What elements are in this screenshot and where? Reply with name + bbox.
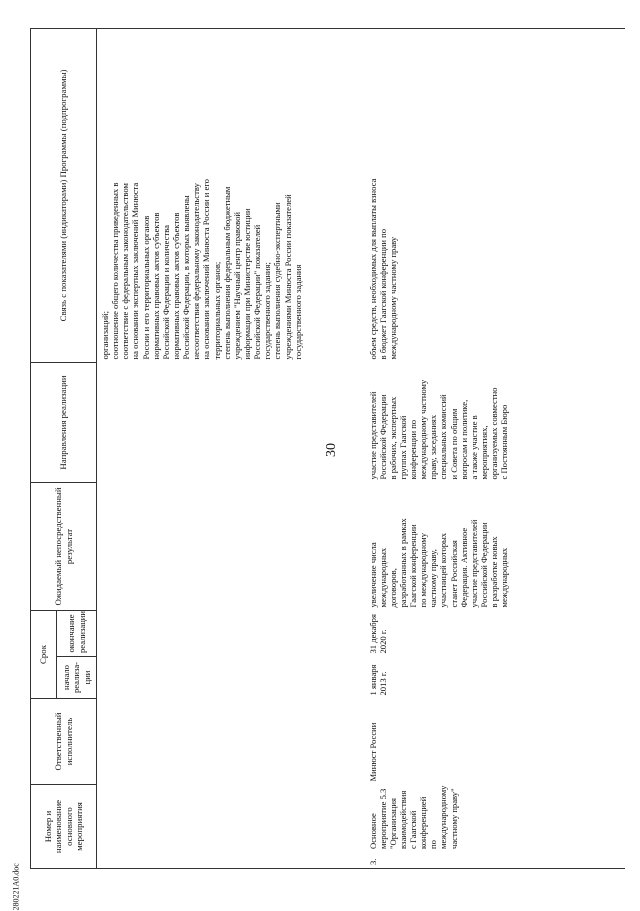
result-cell: увеличение числа международных договоров, разработанных в рамках Гаагской конференции по международному частному праву, участницей которых станет Российская Федерация. Активное участие представителей Российской Федерации в разработке новых международных [367, 518, 510, 608]
end-date-cell: 31 декабря 2020 г. [367, 614, 388, 654]
header-directions: Направления реализации [31, 362, 97, 482]
start-date-cell: 1 января 2013 г. [367, 664, 388, 696]
header-executor: Ответственный исполнитель [31, 699, 97, 785]
program-activities-table [30, 28, 625, 869]
link-cell: объем средств, необходимых для выплаты взноса в бюджет Гаагской конференции по международному частному праву [365, 28, 625, 362]
table-row-continued [97, 28, 365, 868]
header-result: Ожидаемый непосредственный результат [31, 482, 97, 610]
page-number: 30 [324, 443, 339, 457]
header-activity: Номер и наименование основного мероприятия [31, 785, 97, 869]
table-row-3 [365, 28, 625, 868]
header-term: Срок [31, 610, 57, 698]
header-term-end: окончание реализации [57, 610, 97, 656]
continued-link-cell: организаций; соотношение общего количества приведенных в соответствие с федеральным законодательством на основании экспертных заключений Минюста России и его территориальных органов нормативных правовых актов субъектов Российской Федерации и количества нормативных правовых актов субъектов Российской Федерации, в которых выявлены несоответствия федеральному законодательству на основании заключений Минюста России и его территориальных органов; степень выполнения федеральным бюджетным учреждением "Научный центр правовой информации при Министерстве юстиции Российской Федерации" показателей государственного задания; степень выполнения судебно-экспертными учреждениями Минюста России показателей государственного задания [97, 28, 365, 362]
activity-number: 3. [367, 858, 378, 865]
header-term-start: начало реализа-ции [57, 657, 97, 699]
footer-file-code: 280221A0.doc [11, 863, 21, 911]
executor-cell: Минюст России [367, 722, 378, 782]
activity-cell: 3. Основное мероприятие 5.3 "Организация взаимодействия с Гаагской конференцией по международному частному праву" [365, 785, 625, 869]
directions-cell: участие представителей Российской Федерации в рабочих, экспертных группах Гаагской конференции по международному частному праву, заседаниях специальных комиссий и Совета по общим вопросам и политике, а также участие в мероприятиях, организуемых совместно с Постоянным Бюро [367, 379, 510, 480]
header-link: Связь с показателями (индикаторами) Программы (подпрограммы) [31, 28, 97, 362]
